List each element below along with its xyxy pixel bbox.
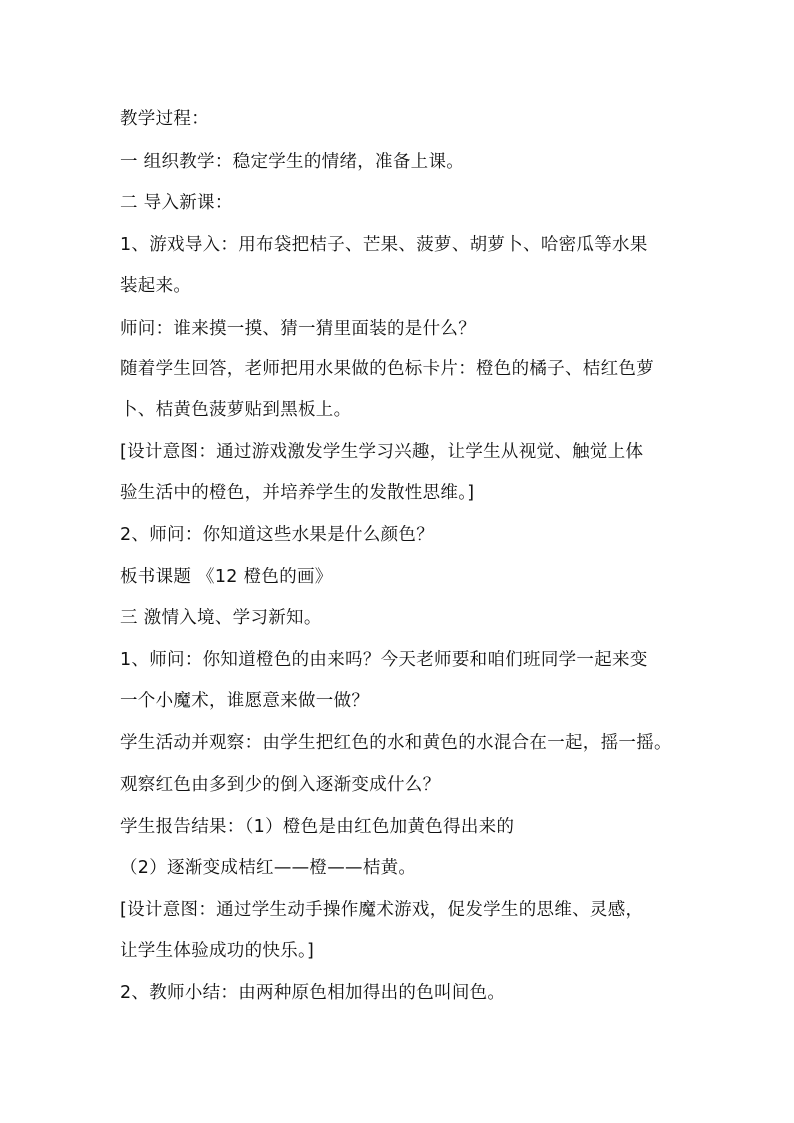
paragraph-line: 2、师问：你知道这些水果是什么颜色？ (120, 525, 435, 545)
paragraph-line: 师问：谁来摸一摸、猜一猜里面装的是什么？ (120, 319, 476, 339)
section-new-knowledge: 三 激情入境、学习新知。 (120, 608, 322, 628)
paragraph-line: 随着学生回答，老师把用水果做的色标卡片：橙色的橘子、桔红色萝 (120, 359, 654, 379)
paragraph-line: 一个小魔术，谁愿意来做一做？ (120, 691, 370, 711)
paragraph-line: 学生活动并观察：由学生把红色的水和黄色的水混合在一起，摇一摇。 (120, 733, 672, 753)
paragraph-line: 学生报告结果：（1）橙色是由红色加黄色得出来的 (120, 817, 515, 837)
board-title-line: 板书课题 《12 橙色的画》 (120, 567, 333, 587)
design-intent-line: [设计意图：通过学生动手操作魔术游戏，促发学生的思维、灵感， (120, 900, 644, 920)
heading-teaching-process: 教学过程： (120, 109, 209, 129)
paragraph-line: 卜、桔黄色菠萝贴到黑板上。 (120, 400, 352, 420)
paragraph-line: 1、游戏导入：用布袋把桔子、芒果、菠萝、胡萝卜、哈密瓜等水果 (120, 235, 648, 255)
design-intent-line: 让学生体验成功的快乐。] (120, 941, 315, 961)
section-introduce-new-lesson: 二 导入新课： (120, 193, 233, 213)
design-intent-line: 验生活中的橙色，并培养学生的发散性思维。] (120, 483, 475, 503)
design-intent-line: [设计意图：通过游戏激发学生学习兴趣，让学生从视觉、触觉上体 (120, 442, 644, 462)
paragraph-line: （2）逐渐变成桔红——橙——桔黄。 (120, 858, 417, 878)
paragraph-line: 观察红色由多到少的倒入逐渐变成什么？ (120, 775, 441, 795)
paragraph-line: 2、教师小结：由两种原色相加得出的色叫间色。 (120, 983, 506, 1003)
paragraph-line: 1、师问：你知道橙色的由来吗？今天老师要和咱们班同学一起来变 (120, 650, 648, 670)
section-organize-teaching: 一 组织教学：稳定学生的情绪，准备上课。 (120, 152, 465, 172)
paragraph-line: 装起来。 (120, 276, 192, 296)
